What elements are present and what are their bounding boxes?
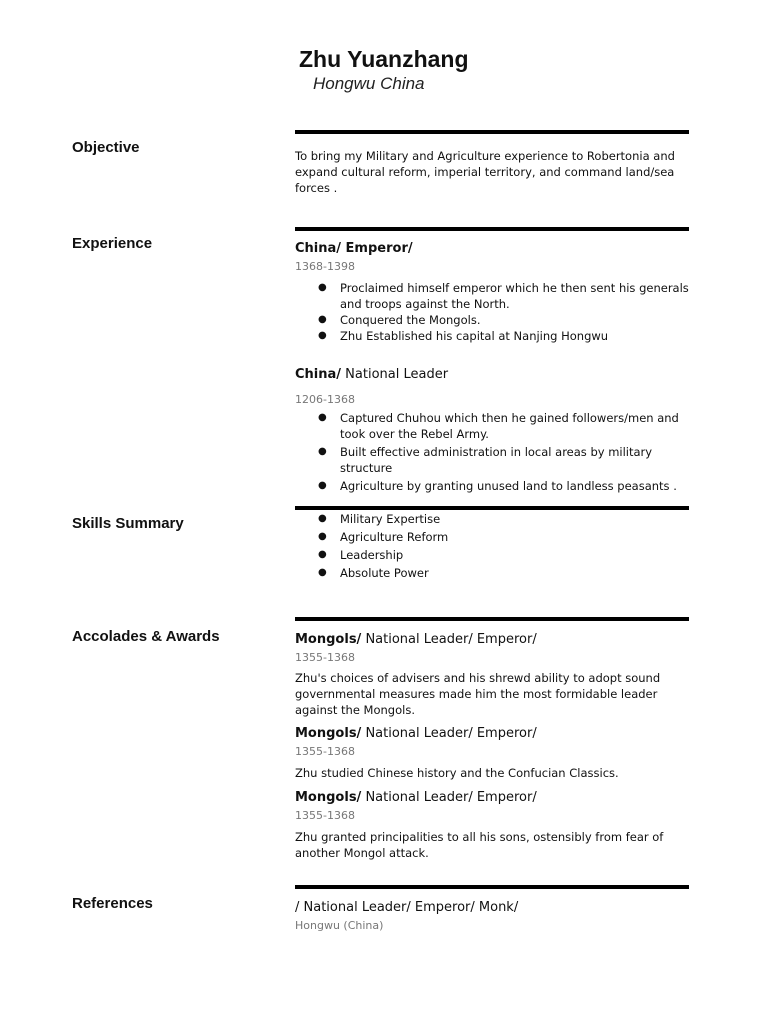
bullet-icon: ●: [318, 412, 327, 423]
award-text: Zhu's choices of advisers and his shrewd ability to adopt sound governmental measures made him the most formidable leader against the Mongols.: [295, 671, 661, 717]
bullet-icon: ●: [318, 282, 327, 293]
resume-name: Zhu Yuanzhang: [299, 46, 469, 72]
bullet-icon: ●: [318, 513, 327, 524]
objective-text: To bring my Military and Agriculture experience to Robertonia and expand cultural reform, imperial territory, and command land/sea forces .: [295, 149, 675, 195]
bullet-text: Zhu Established his capital at Nanjing Hongwu: [340, 329, 609, 343]
job-dates: 1206-1368: [295, 393, 355, 406]
skill-text: Agriculture Reform: [340, 530, 449, 544]
award-title-rest: National Leader/ Emperor/: [361, 726, 537, 741]
award-title-bold: Mongols/: [295, 726, 362, 741]
job-dates: 1368-1398: [295, 260, 355, 273]
job-bullet-list: [318, 280, 698, 344]
section-divider: [295, 227, 689, 231]
award-title-bold: Mongols/: [295, 632, 362, 647]
bullet-text: Agriculture by granting unused land to landless peasants .: [340, 479, 677, 493]
list-item: [318, 478, 698, 494]
reference-location: Hongwu (China): [295, 919, 384, 932]
bullet-icon: ●: [318, 314, 327, 325]
section-label-skills: Skills Summary: [72, 515, 184, 532]
award-title-bold: Mongols/: [295, 790, 362, 805]
list-item: [318, 312, 698, 328]
bullet-icon: ●: [318, 446, 327, 457]
award-title: [295, 726, 537, 741]
job-title: [295, 367, 448, 382]
bullet-text: Captured Chuhou which then he gained followers/men and took over the Rebel Army.: [340, 411, 679, 441]
list-item: [318, 328, 698, 344]
section-label-awards: Accolades & Awards: [72, 628, 220, 645]
bullet-icon: ●: [318, 330, 327, 341]
section-label-references: References: [72, 895, 153, 912]
award-dates: 1355-1368: [295, 745, 355, 758]
award-title-rest: National Leader/ Emperor/: [361, 790, 537, 805]
job-title-rest: National Leader: [341, 367, 449, 382]
reference-title: / National Leader/ Emperor/ Monk/: [295, 900, 519, 915]
award-dates: 1355-1368: [295, 651, 355, 664]
list-item: [318, 410, 698, 442]
skills-list: [318, 511, 698, 583]
skill-text: Absolute Power: [340, 566, 429, 580]
list-item: [318, 565, 698, 581]
list-item: [318, 547, 698, 563]
award-dates: 1355-1368: [295, 809, 355, 822]
section-label-objective: Objective: [72, 139, 140, 156]
section-label-experience: Experience: [72, 235, 153, 252]
list-item: [318, 529, 698, 545]
section-divider: [295, 617, 689, 621]
list-item: [318, 280, 698, 312]
bullet-icon: ●: [318, 549, 327, 560]
list-item: [318, 511, 698, 527]
bullet-text: Conquered the Mongols.: [340, 313, 481, 327]
section-divider: [295, 506, 689, 510]
job-title-bold: China/ Emperor/: [295, 241, 413, 256]
award-text: Zhu granted principalities to all his sons, ostensibly from fear of another Mongol attack.: [295, 830, 664, 860]
bullet-icon: ●: [318, 480, 327, 491]
resume-subtitle: Hongwu China: [313, 74, 425, 93]
award-title: [295, 632, 537, 647]
award-title: [295, 790, 537, 805]
section-divider: [295, 130, 689, 134]
award-text: Zhu studied Chinese history and the Confucian Classics.: [295, 766, 619, 780]
bullet-icon: ●: [318, 567, 327, 578]
job-bullet-list: [318, 410, 698, 496]
job-title: [295, 241, 413, 256]
award-title-rest: National Leader/ Emperor/: [361, 632, 537, 647]
section-divider: [295, 885, 689, 889]
skill-text: Military Expertise: [340, 512, 441, 526]
bullet-text: Built effective administration in local areas by military structure: [340, 445, 653, 475]
skill-text: Leadership: [340, 548, 404, 562]
bullet-icon: ●: [318, 531, 327, 542]
job-title-bold: China/: [295, 367, 342, 382]
list-item: [318, 444, 698, 476]
bullet-text: Proclaimed himself emperor which he then sent his generals and troops against the North.: [340, 281, 689, 311]
